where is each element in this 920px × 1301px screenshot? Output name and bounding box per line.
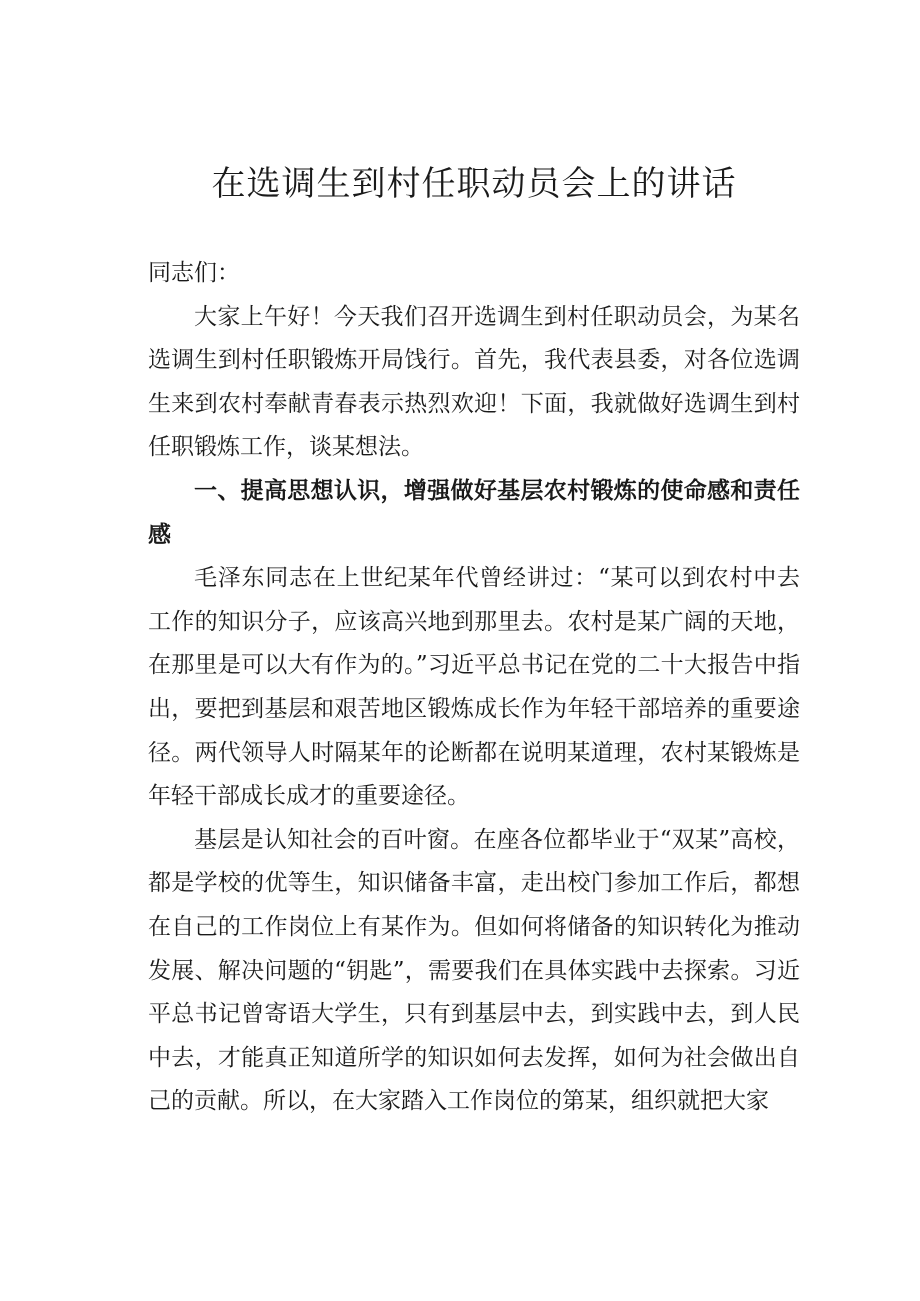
document-body [148, 252, 800, 1124]
section-heading-1: 一、提高思想认识，增强做好基层农村锻炼的使命感和责任感 [148, 477, 800, 548]
document-title: 在选调生到村任职动员会上的讲话 [211, 164, 737, 204]
paragraph-intro: 大家上午好！今天我们召开选调生到村任职动员会，为某名选调生到村任职锻炼开局饯行。首先，我代表县委，对各位选调生来到农村奉献青春表示热烈欢迎！下面，我就做好选调生到村任职锻炼工作，谈某想法。 [148, 303, 800, 461]
paragraph-section1-1: 毛泽东同志在上世纪某年代曾经讲过：“某可以到农村中去工作的知识分子，应该高兴地到那里去。农村是某广阔的天地，在那里是可以大有作为的。”习近平总书记在党的二十大报告中指出，要把到基层和艰苦地区锻炼成长作为年轻干部培养的重要途径。两代领导人时隔某年的论断都在说明某道理，农村某锻炼是年轻干部成长成才的重要途径。 [148, 565, 800, 810]
salutation: 同志们： [148, 260, 240, 286]
paragraph-section1-2: 基层是认知社会的百叶窗。在座各位都毕业于“双某”高校，都是学校的优等生，知识储备丰富，走出校门参加工作后，都想在自己的工作岗位上有某作为。但如何将储备的知识转化为推动发展、解决问题的“钥匙”，需要我们在具体实践中去探索。习近平总书记曾寄语大学生，只有到基层中去，到实践中去，到人民中去，才能真正知道所学的知识如何去发挥，如何为社会做出自己的贡献。所以，在大家踏入工作岗位的第某，组织就把大家 [148, 826, 800, 1115]
